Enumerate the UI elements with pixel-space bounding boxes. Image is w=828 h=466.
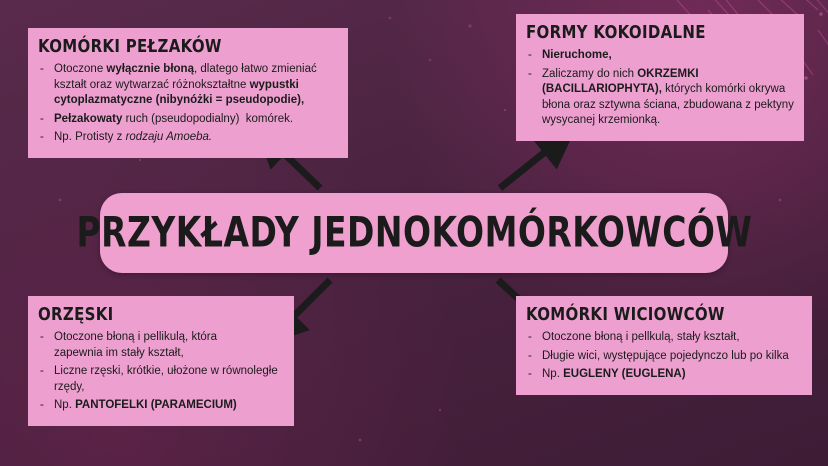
list-item-text: Nieruchome,	[542, 49, 612, 61]
note-card-orzeski	[28, 296, 294, 426]
list-item	[526, 48, 794, 64]
list-item	[38, 112, 338, 128]
list-item	[38, 130, 338, 146]
list-item	[526, 349, 802, 365]
list-item	[38, 62, 338, 109]
list-item-text: Np. Protisty z rodzaju Amoeba.	[54, 131, 213, 143]
list-item	[38, 364, 284, 395]
note-heading: ORZĘSKI	[38, 303, 114, 325]
page-title: PRZYKŁADY JEDNOKOMÓRKOWCÓW	[76, 208, 752, 258]
list-item	[38, 398, 284, 414]
note-card-pelzaki	[28, 28, 348, 158]
bullet-marker: -	[528, 67, 532, 80]
note-list	[526, 48, 794, 129]
bullet-marker: -	[40, 131, 44, 143]
bullet-marker: -	[40, 63, 44, 75]
bullet-marker: -	[40, 365, 44, 377]
arrow-to-kokoidalne	[500, 140, 560, 188]
note-heading: KOMÓRKI WICIOWCÓW	[526, 303, 725, 325]
bullet-marker: -	[528, 49, 532, 61]
list-item-text: Otoczone wyłącznie błoną, dlatego łatwo zmieniać kształt oraz wytwarzać różnokształtne wypustki cytoplazmatyczne (nibynóżki = pseudopodie),	[54, 63, 317, 106]
note-list	[38, 330, 284, 414]
bullet-marker: -	[40, 331, 44, 343]
bullet-marker: -	[528, 331, 532, 343]
list-item-text: Np. PANTOFELKI (PARAMECIUM)	[54, 399, 237, 411]
note-list	[38, 62, 338, 146]
list-item	[526, 330, 802, 346]
bullet-marker: -	[40, 399, 44, 411]
note-card-kokoidalne	[516, 14, 804, 141]
bullet-marker: -	[40, 112, 44, 125]
list-item-text: Otoczone błoną i pellikulą, która zapewnia im stały kształt,	[54, 331, 218, 359]
bullet-marker: -	[528, 349, 532, 362]
list-item-text: Długie wici, występujące pojedynczo lub po kilka	[542, 349, 789, 362]
central-topic-card	[76, 193, 752, 273]
note-card-wiciowce	[516, 296, 812, 395]
list-item	[526, 367, 802, 383]
list-item-text: Otoczone błoną i pellkulą, stały kształt,	[542, 331, 740, 343]
list-item-text: Np. EUGLENY (EUGLENA)	[542, 368, 686, 380]
list-item	[38, 330, 284, 361]
note-list	[526, 330, 802, 383]
note-heading: KOMÓRKI PEŁZAKÓW	[38, 35, 222, 57]
note-heading: FORMY KOKOIDALNE	[526, 21, 706, 43]
list-item-text: Liczne rzęski, krótkie, ułożone w równoległe rzędy,	[54, 365, 278, 393]
list-item-text: Pełzakowaty ruch (pseudopodialny) komórek.	[54, 112, 294, 125]
list-item	[526, 67, 794, 129]
list-item-text: Zaliczamy do nich OKRZEMKI (BACILLARIOPHYTA), których komórki okrywa błona oraz sztywna ściana, zbudowana z pektyny wysycanej krzemionką.	[542, 67, 794, 126]
bullet-marker: -	[528, 368, 532, 380]
